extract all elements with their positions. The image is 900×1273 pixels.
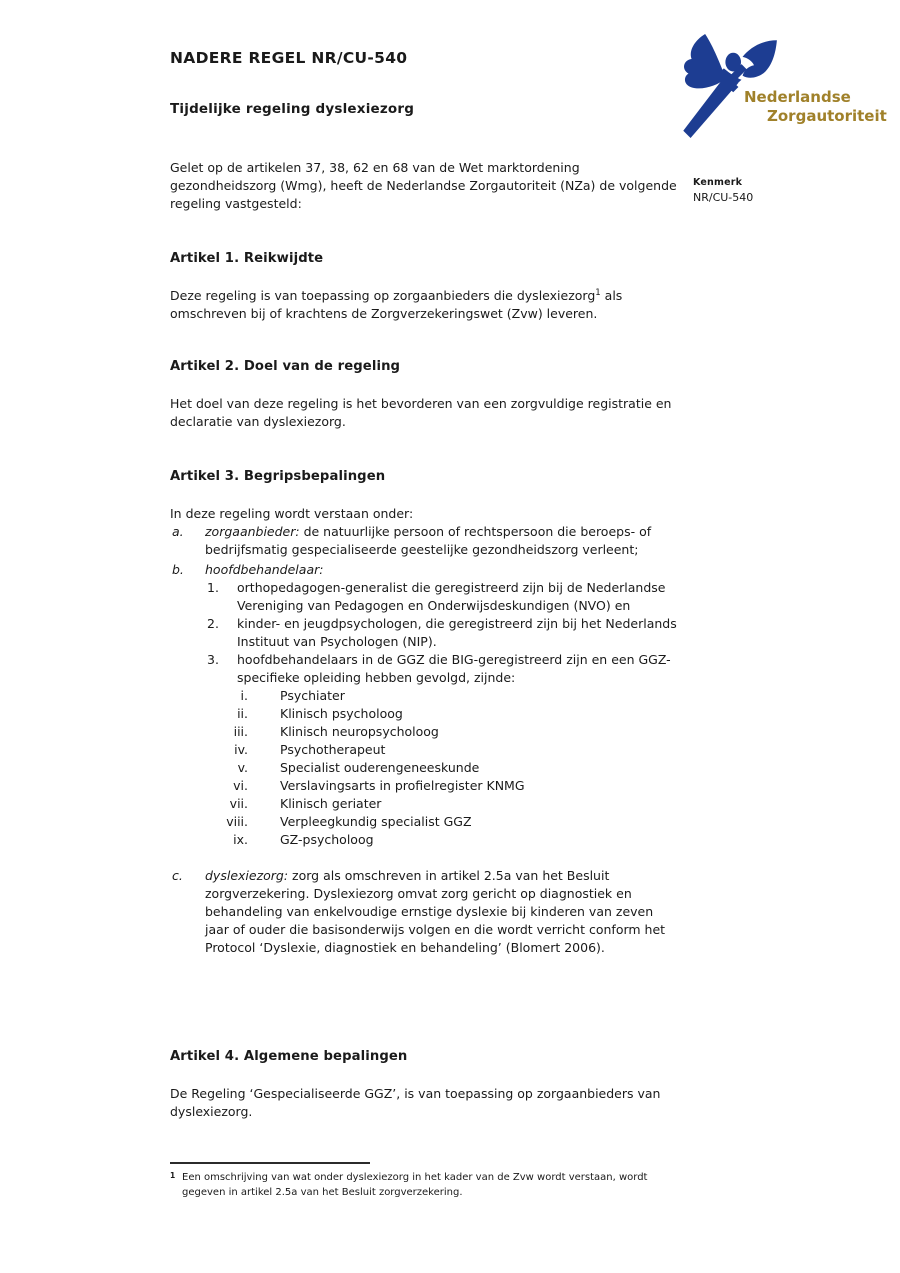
numbered-item-3: 3. hoofdbehandelaars in de GGZ die BIG-geregistreerd zijn en een GGZ-specifieke opleiding hebben gevolgd, zijnde: [207,652,671,685]
article-1-body: Deze regeling is van toepassing op zorgaanbieders die dyslexiezorg$^1$ als omschreven bij of krachtens de Zorgverzekeringswet (Zvw) leveren. [170,287,623,321]
roman-item-ii: ii. Klinisch psycholoog [170,705,678,723]
nza-wordmark [744,88,887,126]
definition-item-b [170,561,678,579]
definition-item-c: c. dyslexiezorg: zorg als omschreven in artikel 2.5a van het Besluit zorgverzekering. Dyslexiezorg omvat zorg gericht op diagnostiek en behandeling van enkelvoudige ernstige dyslexie bij kinderen van zeven jaar of ouder die basisonderwijs volgen en die wordt verricht conform het Protocol ‘Dyslexie, diagnostiek en behandeling’ (Blomert 2006). [172,868,666,955]
list-marker: a. [172,524,184,539]
list-marker: viii. [226,814,248,829]
roman-item-iv: iv. Psychotherapeut [170,741,678,759]
intro-paragraph: Gelet op de artikelen 37, 38, 62 en 68 van de Wet marktordening gezondheidszorg (Wmg), heeft de Nederlandse Zorgautoriteit (NZa) de volgende regeling vastgesteld: [170,160,677,211]
defined-term: dyslexiezorg: [205,868,289,883]
article-4 [170,1048,678,1121]
defined-term: hoofdbehandelaar: [205,562,324,577]
list-marker: 2. [207,616,219,631]
kenmerk-block [693,177,753,204]
definition-item-a: a. zorgaanbieder: de natuurlijke persoon of rechtspersoon die beroeps- of bedrijfsmatig gespecialiseerde geestelijke gezondheidszorg verleent; [172,524,652,557]
roman-item-ix: ix. GZ-psycholoog [170,831,678,849]
footnote-separator [170,1162,370,1164]
list-marker: vi. [233,778,248,793]
numbered-item-1: 1. orthopedagogen-generalist die geregistreerd zijn bij de Nederlandse Vereniging van Pedagogen en Onderwijsdeskundigen (NVO) en [207,580,666,613]
list-marker: iv. [234,742,248,757]
article-4-body: De Regeling ‘Gespecialiseerde GGZ’, is van toepassing op zorgaanbieders van dyslexiezorg. [170,1086,661,1119]
article-1 [170,250,678,323]
roman-item-i: i. Psychiater [170,687,678,705]
footnote-reference: 1 [595,287,601,298]
article-3-heading: Artikel 3. Begripsbepalingen [170,469,386,484]
list-marker: i. [240,688,248,703]
list-marker: vii. [229,796,248,811]
document-title: NADERE REGEL NR/CU-540 [170,49,408,67]
article-2-body: Het doel van deze regeling is het bevorderen van een zorgvuldige registratie en declaratie van dyslexiezorg. [170,396,672,429]
article-2-heading: Artikel 2. Doel van de regeling [170,359,401,374]
footnote-text: Een omschrijving van wat onder dyslexiezorg in het kader van de Zvw wordt verstaan, wordt gegeven in artikel 2.5a van het Besluit zorgverzekering. [182,1172,648,1198]
roman-item-viii: viii. Verpleegkundig specialist GGZ [170,813,678,831]
roman-item-vi: vi. Verslavingsarts in profielregister KNMG [170,777,678,795]
article-3-intro: In deze regeling wordt verstaan onder: [170,506,414,521]
roman-item-v: v. Specialist ouderengeneeskunde [170,759,678,777]
roman-item-iii: iii. Klinisch neuropsycholoog [170,723,678,741]
defined-term: zorgaanbieder: [205,524,300,539]
nza-wordmark-line1: Nederlandse [744,88,851,106]
list-marker: 3. [207,652,219,667]
footnote [170,1170,652,1200]
article-1-heading: Artikel 1. Reikwijdte [170,251,324,266]
article-4-heading: Artikel 4. Algemene bepalingen [170,1049,408,1064]
roman-item-vii: vii. Klinisch geriater [170,795,678,813]
footnote-number: 1 [170,1171,176,1180]
list-marker: v. [237,760,248,775]
kenmerk-label: Kenmerk [693,177,743,188]
list-marker: b. [172,562,184,577]
article-3 [170,468,678,957]
list-marker: 1. [207,580,219,595]
article-2 [170,358,678,431]
list-marker: ix. [233,832,248,847]
list-marker: ii. [237,706,248,721]
kenmerk-value: NR/CU-540 [693,191,754,204]
list-marker: iii. [233,724,248,739]
list-marker: c. [172,868,183,883]
document-subtitle: Tijdelijke regeling dyslexiezorg [170,101,415,117]
nza-wordmark-line2: Zorgautoriteit [767,107,887,125]
numbered-item-2: 2. kinder- en jeugdpsychologen, die geregistreerd zijn bij het Nederlands Instituut van Psychologen (NIP). [207,616,677,649]
